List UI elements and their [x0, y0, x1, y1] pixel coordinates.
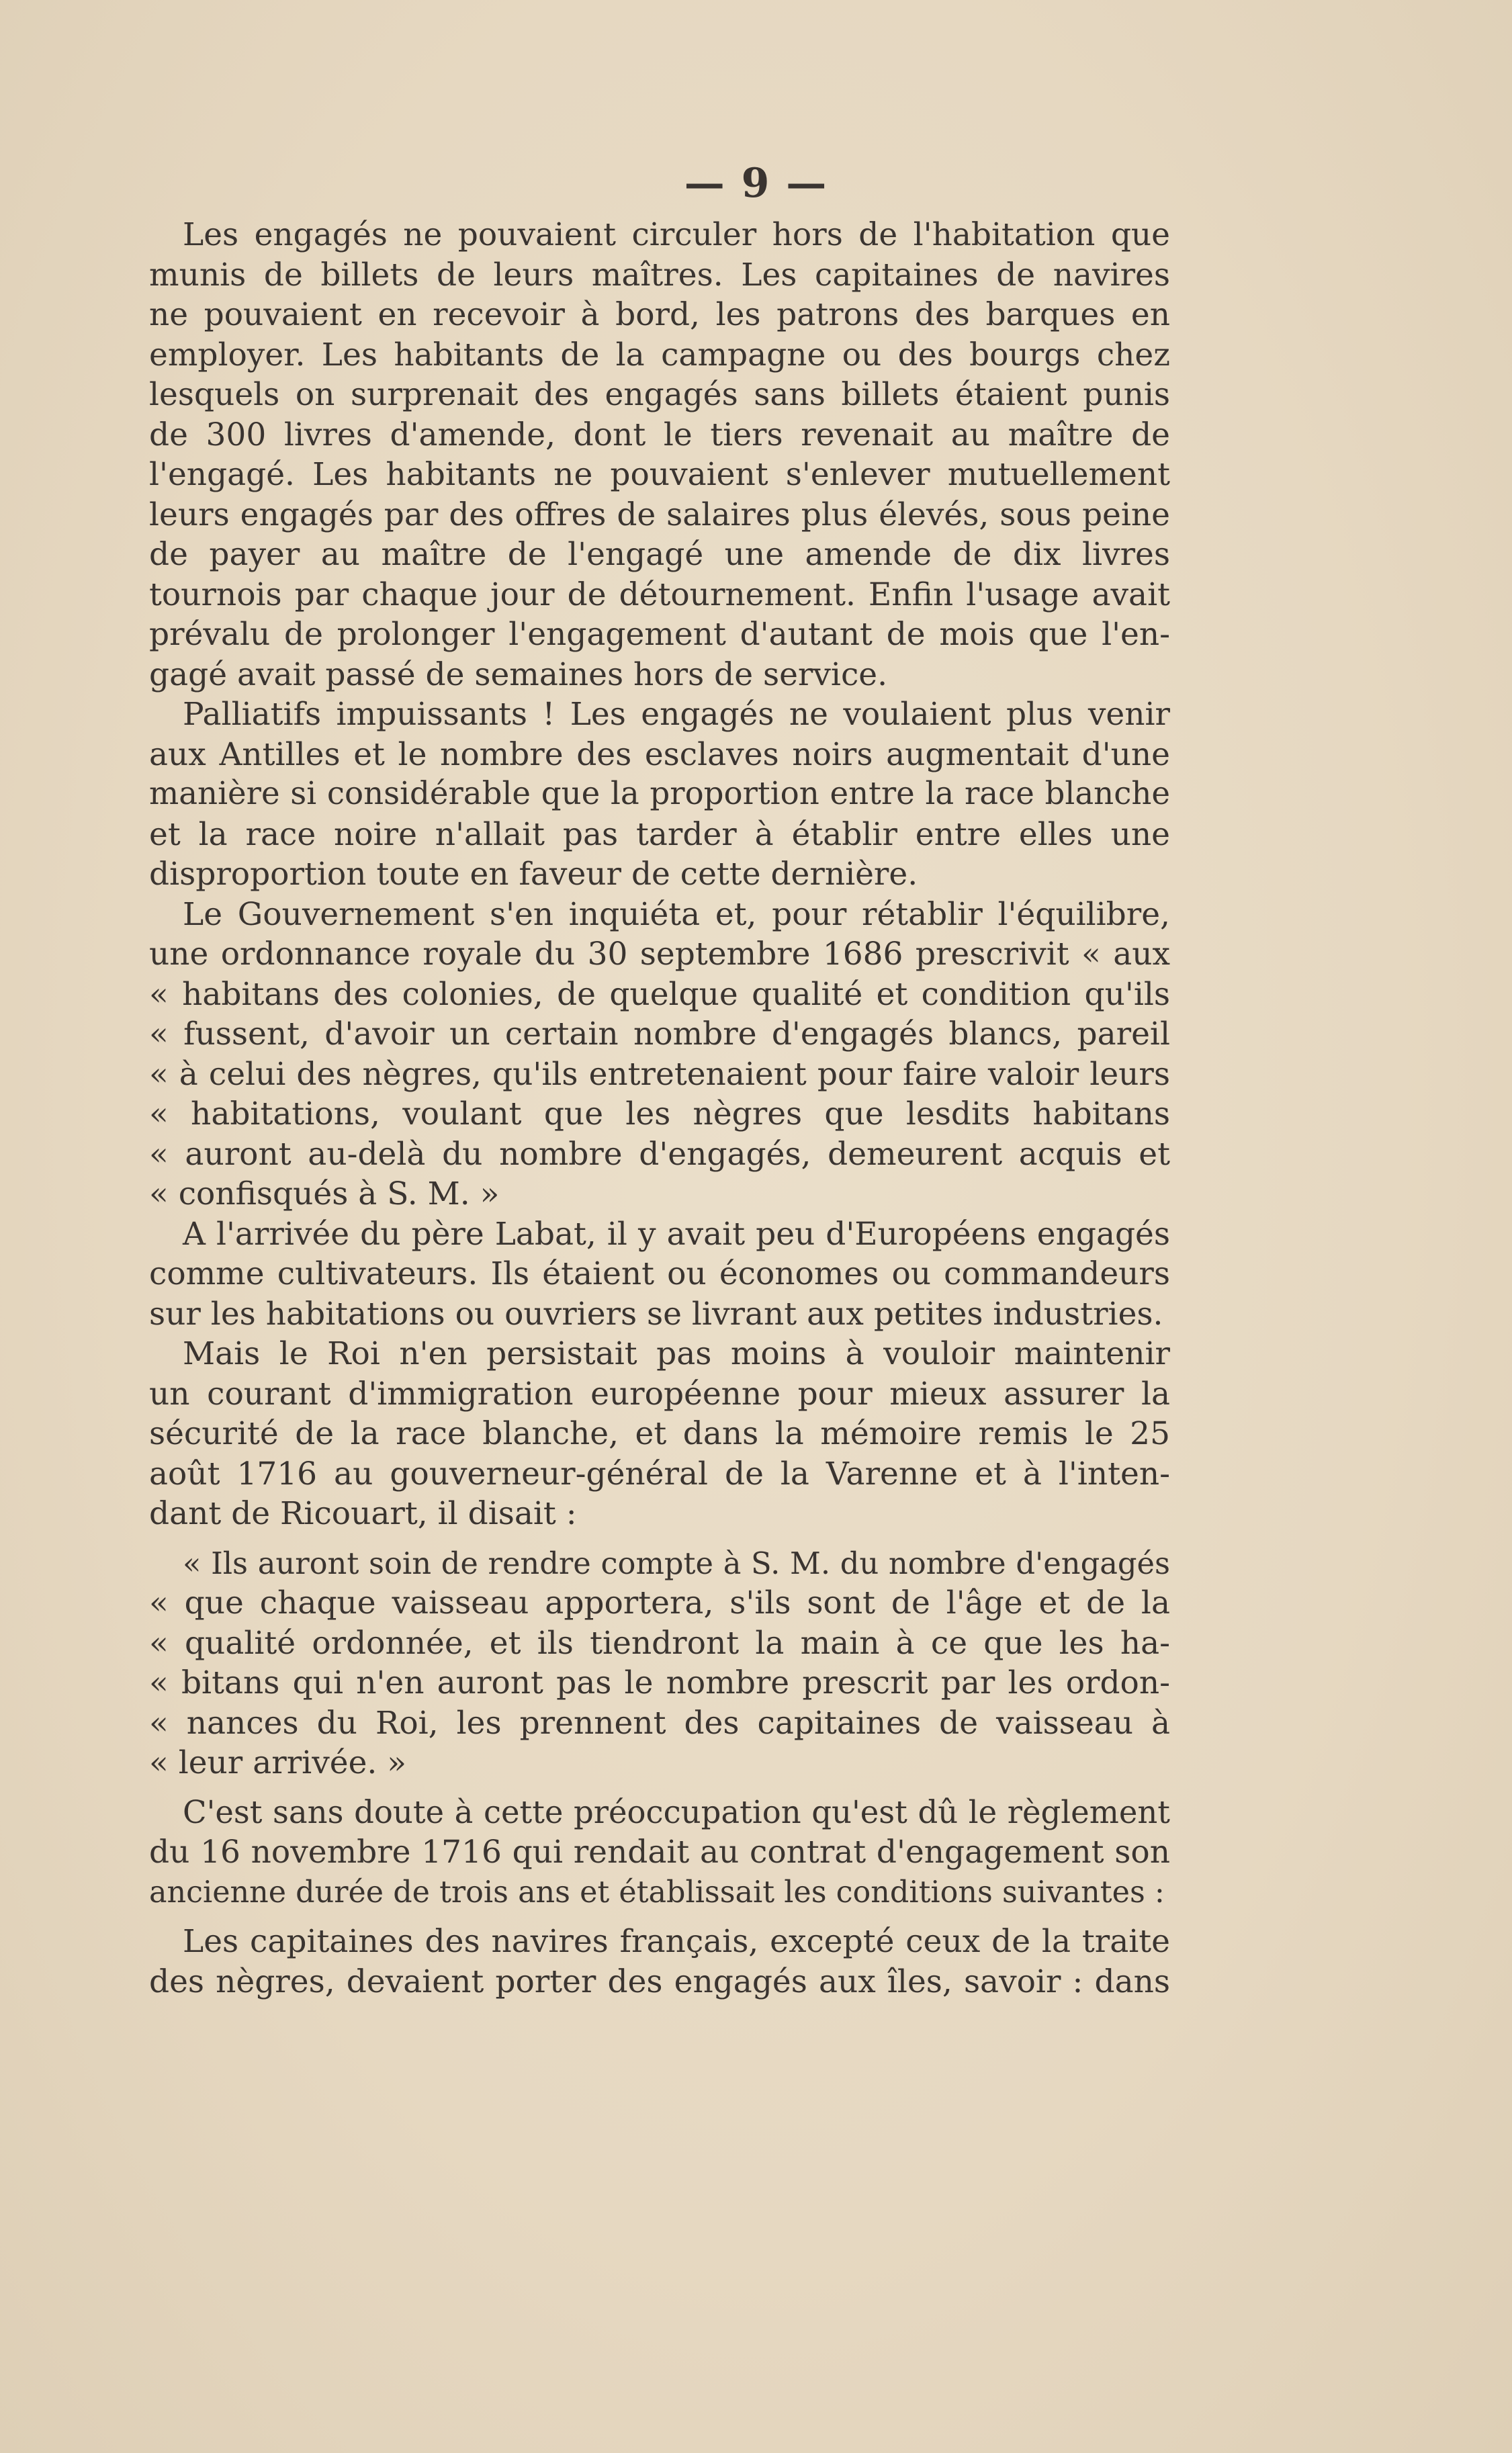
text-line: dant de Ricouart, il disait : — [149, 1495, 577, 1532]
text-line: Le Gouvernement s'en inquiéta et, pour rétablir l'équilibre, — [183, 895, 1170, 933]
text-line: Les engagés ne pouvaient circuler hors de l'habitation que — [183, 216, 1170, 253]
paragraph — [149, 1793, 1170, 1913]
text-line: « nances du Roi, les prennent des capitaines de vaisseau à — [149, 1704, 1170, 1742]
paragraph — [149, 215, 1170, 695]
text-line: Palliatifs impuissants ! Les engagés ne voulaient plus venir — [183, 696, 1170, 733]
text-line: manière si considérable que la proportion entre la race blanche — [149, 776, 1170, 812]
text-line: une ordonnance royale du 30 septembre 1686 prescrivit « aux — [149, 936, 1170, 973]
text-line: « qualité ordonnée, et ils tiendront la main à ce que les ha- — [149, 1624, 1170, 1662]
body-text — [149, 215, 1170, 2002]
text-line: disproportion toute en faveur de cette dernière. — [149, 856, 918, 893]
text-line: sécurité de la race blanche, et dans la mémoire remis le 25 — [149, 1415, 1170, 1452]
paragraph — [149, 1334, 1170, 1534]
text-line: des nègres, devaient porter des engagés aux îles, savoir : dans — [149, 1963, 1170, 2000]
text-line: du 16 novembre 1716 qui rendait au contrat d'engagement son — [149, 1834, 1170, 1871]
text-line: et la race noire n'allait pas tarder à établir entre elles une — [149, 815, 1170, 853]
page-number: — 9 — — [684, 160, 828, 207]
text-line: août 1716 au gouverneur-général de la Varenne et à l'inten- — [149, 1455, 1170, 1492]
text-line: munis de billets de leurs maîtres. Les capitaines de navires — [149, 256, 1170, 294]
text-line: « que chaque vaisseau apportera, s'ils sont de l'âge et de la — [149, 1585, 1170, 1621]
text-line: tournois par chaque jour de détournement. Enfin l'usage avait — [149, 576, 1170, 613]
text-line: Les capitaines des navires français, excepté ceux de la traite — [183, 1923, 1170, 1960]
paragraph — [149, 695, 1170, 895]
text-line: comme cultivateurs. Ils étaient ou économes ou commandeurs — [149, 1255, 1170, 1292]
paragraph-gap — [149, 1783, 1170, 1793]
text-line: de 300 livres d'amende, dont le tiers revenait au maître de — [149, 416, 1170, 453]
text-line: employer. Les habitants de la campagne ou des bourgs chez — [149, 336, 1170, 373]
paragraph — [149, 1922, 1170, 2002]
text-line: de payer au maître de l'engagé une amende de dix livres — [149, 536, 1170, 573]
paragraph-gap — [149, 1534, 1170, 1544]
text-line: aux Antilles et le nombre des esclaves noirs augmentait d'une — [149, 735, 1170, 773]
text-line: « bitans qui n'en auront pas le nombre prescrit par les ordon- — [149, 1664, 1170, 1701]
text-line: A l'arrivée du père Labat, il y avait peu d'Européens engagés — [183, 1215, 1170, 1253]
text-line: Mais le Roi n'en persistait pas moins à vouloir maintenir — [183, 1335, 1170, 1372]
text-line: « Ils auront soin de rendre compte à S. M. du nombre d'engagés — [183, 1545, 1170, 1581]
paragraph-gap — [149, 1912, 1170, 1922]
text-line: ne pouvaient en recevoir à bord, les patrons des barques en — [149, 296, 1170, 333]
text-line: « fussent, d'avoir un certain nombre d'engagés blancs, pareil — [149, 1016, 1170, 1053]
text-line: lesquels on surprenait des engagés sans billets étaient punis — [149, 376, 1170, 413]
paragraph — [149, 1544, 1170, 1783]
text-line: leurs engagés par des offres de salaires plus élevés, sous peine — [149, 496, 1170, 533]
text-line: l'engagé. Les habitants ne pouvaient s'enlever mutuellement — [149, 456, 1170, 493]
text-line: « habitans des colonies, de quelque qualité et condition qu'ils — [149, 975, 1170, 1013]
text-line: un courant d'immigration européenne pour mieux assurer la — [149, 1375, 1170, 1413]
text-line: prévalu de prolonger l'engagement d'autant de mois que l'en- — [149, 616, 1170, 653]
text-line: « habitations, voulant que les nègres que lesdits habitans — [149, 1096, 1170, 1132]
paragraph — [149, 1214, 1170, 1335]
text-line: « confisqués à S. M. » — [149, 1175, 500, 1212]
text-line: « à celui des nègres, qu'ils entretenaient pour faire valoir leurs — [149, 1055, 1170, 1093]
text-line: « leur arrivée. » — [149, 1744, 407, 1781]
text-line: gagé avait passé de semaines hors de service. — [149, 656, 888, 693]
text-line: ancienne durée de trois ans et établissait les conditions suivantes : — [149, 1875, 1165, 1910]
text-line: C'est sans doute à cette préoccupation qu'est dû le règlement — [183, 1793, 1170, 1830]
text-line: « auront au-delà du nombre d'engagés, demeurent acquis et — [149, 1135, 1170, 1173]
text-line: sur les habitations ou ouvriers se livrant aux petites industries. — [149, 1295, 1163, 1333]
paragraph — [149, 895, 1170, 1214]
